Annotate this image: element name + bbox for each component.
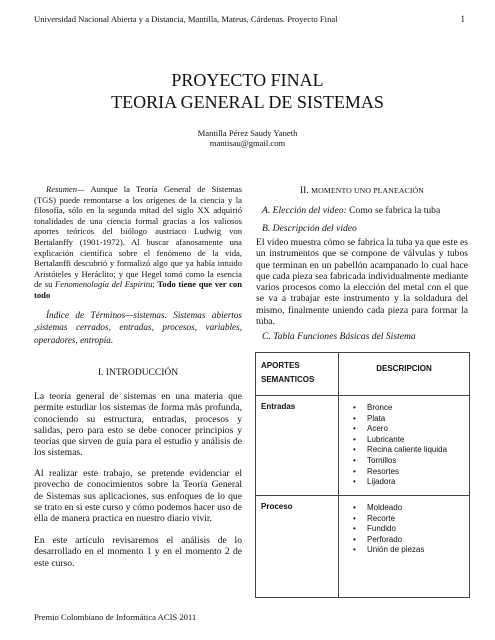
subsection-b-label: B. Descripción del video: [262, 223, 357, 234]
entradas-list: [339, 396, 469, 488]
header-left-line2: SEMANTICOS: [261, 375, 315, 384]
intro-paragraph-1: La teoría general de sistemas en una materia que permite estudiar los sistemas de forma más profunda, conociendo su estructura, entradas, procesos y salidas, pero para esto se debe conocer principios y teorías que sirven de guía para el estudio y análisis de los sistemas.: [34, 391, 242, 459]
list-item: • Plata: [367, 414, 469, 425]
subsection-a-text: Como se fabrica la tuba: [346, 205, 441, 216]
list-item: • Fundido: [367, 524, 469, 535]
row-label-entradas: Entradas: [261, 402, 296, 411]
intro-paragraph-2: Al realizar este trabajo, se pretende evidenciar el provecho de conocimientos sobre la Teoría General de Sistemas sus aplicaciones, sus enfoques de lo que se trato en si este curso y cómo podemos hacer uso de ella de manera practica en nuestro diario vivir.: [34, 468, 242, 525]
footer: Premio Colombiano de Informática ACIS 2011: [34, 612, 197, 622]
abstract: [34, 184, 242, 301]
section1-heading: I. INTRODUCCIÓN: [97, 368, 179, 378]
section2-numeral: II.: [299, 186, 309, 196]
list-item: • Acero: [367, 424, 469, 435]
table-row: [256, 496, 470, 598]
table-header-row: [256, 353, 470, 396]
list-item: • Perforado: [367, 535, 469, 546]
list-item: • Moldeado: [367, 503, 469, 514]
list-item: • Recorte: [367, 514, 469, 525]
list-item: • Recina caliente liquida: [367, 445, 469, 456]
subsection-a: [262, 205, 470, 217]
running-head: Universidad Nacional Abierta y a Distancia, Mantilla, Mateus, Cárdenas. Proyecto Final: [34, 14, 338, 24]
header-left-line1: APORTES: [261, 361, 300, 370]
table-header-right: [339, 353, 470, 396]
row-items-cell: [339, 396, 470, 496]
proceso-list: [339, 496, 469, 556]
paper-title-line2: TEORIA GENERAL DE SISTEMAS: [111, 92, 384, 112]
paper-title-line1: PROYECTO FINAL: [171, 70, 324, 90]
table-header-left: [256, 353, 339, 396]
abstract-label: Resumen—: [46, 184, 85, 194]
list-item: • Unión de piezas: [367, 545, 469, 556]
list-item: • Tornillos: [367, 456, 469, 467]
author-email: mantisau@gmail.com: [209, 138, 286, 148]
subsection-c-label: C. Tabla Funciones Básicas del Sistema: [262, 331, 416, 342]
abstract-book: Fenomenología del Espíritu: [55, 279, 153, 290]
row-label-proceso: Proceso: [261, 502, 293, 511]
section2-heading: [256, 186, 468, 196]
list-item: • Lubricante: [367, 435, 469, 446]
list-item: • Bronce: [367, 403, 469, 414]
row-label-cell: [256, 396, 339, 496]
index-terms: [34, 309, 242, 346]
list-item: • Lijadora: [367, 477, 469, 488]
functions-table: [255, 352, 470, 598]
video-description: El video muestra cómo se fabrica la tuba ya que este es un instrumentos que se compone de válvulas y tubos que terminan en un pabellón acampanado lo cual hace que cada pieza sea fabricada individualmente mediante varios procesos como la elección del metal con el que se va a trabajar este instrumento y la soldadura del mismo, finalmente uniendo cada pieza para formar la tuba.: [256, 237, 468, 328]
list-item: • Resortes: [367, 467, 469, 478]
row-label-cell: [256, 496, 339, 598]
index-terms-text: Índice de Términos—sistemas. Sistemas abiertos ,sistemas cerrados, entradas, procesos, variables, operadores, entropía.: [34, 310, 242, 345]
row-items-cell: [339, 496, 470, 598]
abstract-sep: ;: [152, 279, 158, 290]
header-right-label: DESCRIPCION: [376, 364, 432, 373]
author-name: Mantilla Pérez Saudy Yaneth: [197, 128, 298, 138]
table-row: [256, 396, 470, 496]
subsection-a-label: A. Elección del video:: [262, 205, 347, 216]
page-number: 1: [460, 14, 465, 24]
intro-paragraph-3: En este artículo revisaremos el análisis de lo desarrollado en el momento 1 y en el momento 2 de este curso.: [34, 535, 242, 569]
abstract-text: Aunque la Teoría General de Sistemas (TGS) puede remontarse a los orígenes de la ciencia y la filosofía, sólo en la segunda mitad del siglo XX adquirió tonalidades de una ciencia formal gracias a los valiosos aportes teóricos del biólogo austriaco Ludwig von Bertalanffy (1901-1972). Al buscar afanosamente una explicación científica sobre el fenómeno de la vida, Bertalanffi descubrió y formalizó algo que ya había intuido Aristóteles y Heráclito; y que Hegel tomó como la esencia de su: [34, 184, 242, 290]
section2-title: MOMENTO UNO PLANEACIÓN: [311, 186, 425, 195]
abstract-bold-end: Todo tiene que ver con todo: [34, 279, 242, 300]
